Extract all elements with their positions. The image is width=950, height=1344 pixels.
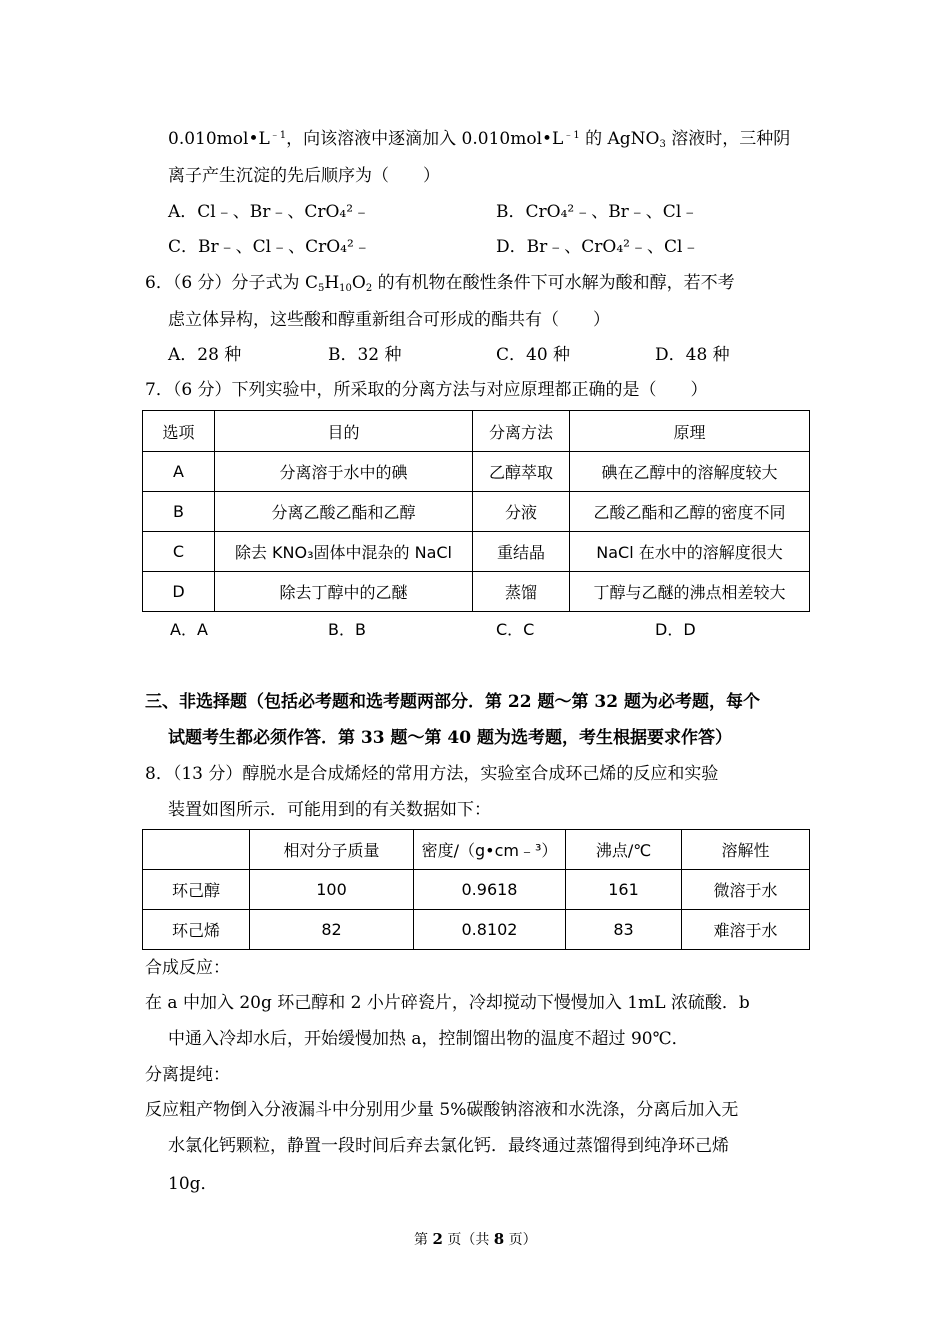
table-cell: 丁醇与乙醚的沸点相差较大 — [570, 572, 810, 612]
table-row — [143, 452, 810, 492]
table-cell: 161 — [566, 870, 682, 910]
table-cell: 分离乙酸乙酯和乙醇 — [215, 492, 473, 532]
table-cell: 分液 — [473, 492, 570, 532]
table-header-row — [143, 411, 810, 452]
q5-option-c: C．Br﹣、Cl﹣、CrO₄²﹣ — [168, 237, 371, 257]
header-cell: 溶解性 — [682, 830, 810, 870]
table-cell: 碘在乙醇中的溶解度较大 — [570, 452, 810, 492]
table-cell: NaCl 在水中的溶解度很大 — [570, 532, 810, 572]
q5-option-a: A．Cl﹣、Br﹣、CrO₄²﹣ — [168, 202, 371, 222]
q5-option-b: B．CrO₄²﹣、Br﹣、Cl﹣ — [496, 202, 699, 222]
q6-option-d: D．48 种 — [655, 345, 730, 365]
table-cell: 83 — [566, 910, 682, 950]
synthesis-title: 合成反应： — [145, 958, 230, 978]
table-cell: 乙醇萃取 — [473, 452, 570, 492]
table-row — [143, 572, 810, 612]
table-row — [143, 910, 810, 950]
table-cell: 0.9618 — [414, 870, 566, 910]
synthesis-line1: 在 a 中加入 20g 环己醇和 2 小片碎瓷片，冷却搅动下慢慢加入 1mL 浓硫酸．b — [145, 993, 750, 1013]
table-cell: 难溶于水 — [682, 910, 810, 950]
table-cell: 除去 KNO₃固体中混杂的 NaCl — [215, 532, 473, 572]
header-cell: 沸点/℃ — [566, 830, 682, 870]
q7-table — [142, 410, 810, 612]
q7-option-d: D．D — [655, 620, 696, 639]
q8-table — [142, 829, 810, 950]
table-cell: 100 — [250, 870, 414, 910]
table-row — [143, 532, 810, 572]
header-cell: 原理 — [570, 411, 810, 452]
q6-line1: 6．（6 分）分子式为 $C_5H_{10}O_2$ 的有机物在酸性条件下可水解为酸和醇，若不考 — [145, 273, 735, 294]
header-cell — [143, 830, 250, 870]
separation-line1: 反应粗产物倒入分液漏斗中分别用少量 5%碳酸钠溶液和水洗涤，分离后加入无 — [145, 1100, 739, 1120]
table-cell: 蒸馏 — [473, 572, 570, 612]
q5-line1: $0.010mol•L^{﹣1}$，向该溶液中逐滴加入 $0.010mol•L^{﹣1}$ 的 AgNO$_3$ 溶液时，三种阴 — [168, 129, 791, 150]
q6-option-b: B．32 种 — [328, 345, 402, 365]
table-cell: A — [143, 452, 215, 492]
separation-line2: 水氯化钙颗粒，静置一段时间后弃去氯化钙．最终通过蒸馏得到纯净环己烯 — [168, 1136, 729, 1156]
table-cell: B — [143, 492, 215, 532]
page-footer: 第 2 页（共 8 页） — [414, 1230, 537, 1248]
synthesis-line2: 中通入冷却水后，开始缓慢加热 a，控制馏出物的温度不超过 90℃． — [168, 1029, 689, 1049]
table-cell: 重结晶 — [473, 532, 570, 572]
table-cell: 乙酸乙酯和乙醇的密度不同 — [570, 492, 810, 532]
separation-line3: 10g． — [168, 1174, 218, 1194]
header-cell: 选项 — [143, 411, 215, 452]
q6-option-c: C．40 种 — [496, 345, 571, 365]
table-cell: D — [143, 572, 215, 612]
header-cell: 密度/（g•cm﹣³） — [414, 830, 566, 870]
table-cell: 环己醇 — [143, 870, 250, 910]
table-cell: 微溶于水 — [682, 870, 810, 910]
q8-line1: 8．（13 分）醇脱水是合成烯烃的常用方法，实验室合成环己烯的反应和实验 — [145, 764, 719, 784]
q8-line2: 装置如图所示．可能用到的有关数据如下： — [168, 800, 491, 820]
q6-option-a: A．28 种 — [168, 345, 242, 365]
table-row — [143, 492, 810, 532]
q6-line2: 虑立体异构，这些酸和醇重新组合可形成的酯共有（ ） — [168, 310, 610, 330]
separation-title: 分离提纯： — [145, 1065, 230, 1085]
table-cell: 分离溶于水中的碘 — [215, 452, 473, 492]
q7-option-b: B．B — [328, 620, 366, 639]
table-cell: 82 — [250, 910, 414, 950]
section3-heading-line2: 试题考生都必须作答．第 33 题～第 40 题为选考题，考生根据要求作答） — [168, 728, 732, 748]
table-header-row — [143, 830, 810, 870]
q7-stem: 7．（6 分）下列实验中，所采取的分离方法与对应原理都正确的是（ ） — [145, 380, 708, 400]
page-total: 8 — [493, 1230, 505, 1248]
header-cell: 相对分子质量 — [250, 830, 414, 870]
page-number: 2 — [432, 1230, 443, 1248]
q5-line2: 离子产生沉淀的先后顺序为（ ） — [168, 166, 440, 186]
table-cell: 除去丁醇中的乙醚 — [215, 572, 473, 612]
section3-heading-line1: 三、非选择题（包括必考题和选考题两部分．第 22 题～第 32 题为必考题，每个 — [145, 692, 760, 712]
q5-option-d: D．Br﹣、CrO₄²﹣、Cl﹣ — [496, 237, 700, 257]
header-cell: 分离方法 — [473, 411, 570, 452]
table-cell: 0.8102 — [414, 910, 566, 950]
header-cell: 目的 — [215, 411, 473, 452]
table-cell: 环己烯 — [143, 910, 250, 950]
q7-option-a: A．A — [170, 620, 208, 639]
table-cell: C — [143, 532, 215, 572]
table-row — [143, 870, 810, 910]
q7-option-c: C．C — [496, 620, 535, 639]
